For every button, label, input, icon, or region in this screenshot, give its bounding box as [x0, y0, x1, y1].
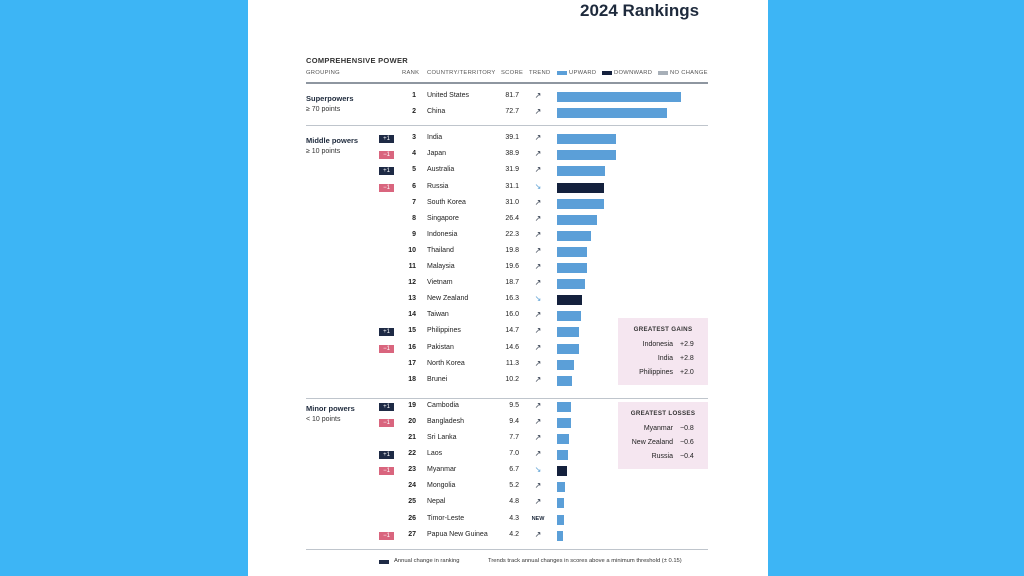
score-value: 9.4: [509, 417, 519, 425]
rank-change-badge: +1: [379, 403, 394, 411]
rank-value: 5: [412, 166, 416, 174]
score-bar: [557, 418, 571, 428]
losses-name: Russia: [651, 453, 673, 460]
score-bar: [557, 434, 569, 444]
score-value: 7.7: [509, 434, 519, 441]
footer-note: Trends track annual changes in scores above a minimum threshold (± 0.15): [488, 558, 682, 564]
score-bar: [557, 402, 571, 412]
score-bar: [557, 263, 587, 273]
rank-value: 24: [408, 482, 416, 490]
table-row: [248, 528, 768, 544]
table-row: [248, 276, 768, 292]
rank-change-badge: −1: [379, 345, 394, 353]
score-value: 4.3: [509, 514, 519, 522]
trend-up-icon: ↗: [534, 342, 542, 352]
score-bar: [557, 166, 605, 176]
rank-change-badge: +1: [379, 135, 394, 143]
country-name: Russia: [427, 182, 449, 190]
legend-downward: DOWNWARD: [614, 70, 653, 76]
trend-up-icon: ↗: [534, 278, 542, 288]
trend-up-icon: ↗: [534, 197, 542, 207]
losses-name: New Zealand: [631, 439, 673, 446]
rank-value: 9: [412, 230, 416, 238]
table-row: [248, 244, 768, 260]
score-value: 31.0: [505, 198, 519, 206]
score-value: 14.7: [505, 327, 519, 335]
rank-value: 14: [408, 311, 416, 319]
rank-value: 19: [408, 401, 416, 409]
score-bar: [557, 134, 616, 144]
trend-new-label: NEW: [531, 515, 545, 522]
footer-divider: [306, 549, 708, 550]
group-name: Middle powers: [306, 136, 359, 145]
score-value: 39.1: [505, 134, 519, 142]
losses-value: −0.8: [680, 425, 694, 432]
country-name: South Korea: [427, 198, 466, 206]
country-name: Japan: [427, 150, 447, 158]
score-bar: [557, 150, 616, 160]
gains-value: +2.9: [680, 341, 694, 348]
score-bar: [557, 108, 667, 118]
country-name: Malaysia: [427, 263, 455, 270]
trend-up-icon: ↗: [534, 149, 542, 159]
rank-value: 25: [408, 498, 416, 506]
legend-no-change: NO CHANGE: [670, 70, 708, 76]
table-row: [248, 292, 768, 308]
header-rank: RANK: [402, 70, 420, 76]
rank-value: 20: [408, 417, 416, 425]
score-value: 9.5: [509, 401, 519, 409]
losses-value: −0.6: [680, 439, 694, 446]
score-value: 31.1: [505, 182, 519, 190]
trend-down-icon: ↘: [534, 294, 542, 304]
legend-swatch-downward: [602, 71, 612, 75]
trend-down-icon: ↘: [534, 181, 542, 191]
gains-value: +2.8: [680, 355, 694, 362]
score-bar: [557, 531, 563, 541]
group-divider: [306, 125, 708, 126]
trend-up-icon: ↗: [534, 416, 542, 426]
country-name: Sri Lanka: [427, 434, 457, 441]
header-grouping: GROUPING: [306, 70, 340, 76]
legend-upward: UPWARD: [569, 70, 597, 76]
rank-change-badge: +1: [379, 167, 394, 175]
trend-up-icon: ↗: [534, 481, 542, 491]
rank-value: 4: [412, 150, 416, 158]
score-value: 16.3: [505, 295, 519, 303]
gains-name: Indonesia: [642, 341, 673, 348]
trend-up-icon: ↗: [534, 133, 542, 143]
score-bar: [557, 92, 681, 102]
rank-value: 6: [412, 182, 416, 190]
header-score: SCORE: [501, 70, 524, 76]
losses-title: GREATEST LOSSES: [630, 410, 696, 417]
score-bar: [557, 247, 587, 257]
score-value: 4.2: [509, 530, 519, 538]
rankings-card: [248, 0, 768, 576]
trend-up-icon: ↗: [534, 165, 542, 175]
score-bar: [557, 482, 565, 492]
score-value: 72.7: [505, 108, 519, 116]
score-value: 10.2: [505, 375, 519, 383]
score-value: 81.7: [505, 92, 519, 99]
country-name: New Zealand: [427, 295, 469, 303]
trend-up-icon: ↗: [534, 433, 542, 442]
trend-up-icon: ↗: [534, 358, 542, 368]
rank-value: 23: [408, 466, 416, 474]
rank-value: 26: [408, 514, 416, 522]
country-name: Pakistan: [427, 343, 454, 351]
gains-value: +2.0: [680, 369, 694, 376]
score-bar: [557, 279, 585, 289]
rank-value: 16: [408, 343, 416, 351]
rank-value: 3: [412, 134, 416, 142]
table-row: [248, 479, 768, 495]
score-bar: [557, 183, 604, 193]
score-bar: [557, 360, 574, 370]
score-bar: [557, 311, 581, 321]
group-threshold: ≥ 10 points: [306, 148, 341, 155]
rank-value: 7: [412, 198, 416, 206]
group-threshold: ≥ 70 points: [306, 106, 341, 113]
table-row: [248, 105, 768, 121]
country-name: United States: [427, 92, 470, 99]
score-bar: [557, 327, 579, 337]
country-name: Myanmar: [427, 466, 457, 474]
trend-up-icon: ↗: [534, 91, 542, 100]
table-row: [248, 163, 768, 179]
rank-value: 10: [408, 246, 416, 254]
rank-change-badge: −1: [379, 184, 394, 192]
rank-value: 2: [412, 108, 416, 116]
rank-value: 21: [408, 434, 416, 441]
trend-up-icon: ↗: [534, 374, 542, 384]
gains-name: Philippines: [639, 369, 673, 376]
country-name: Papua New Guinea: [427, 530, 488, 538]
score-value: 11.3: [505, 359, 519, 367]
score-bar: [557, 376, 572, 386]
header-country: COUNTRY/TERRITORY: [427, 70, 496, 76]
rank-change-badge: −1: [379, 151, 394, 159]
rank-change-badge: +1: [379, 451, 394, 459]
country-name: Cambodia: [427, 401, 459, 409]
country-name: India: [427, 134, 443, 142]
rank-value: 13: [408, 295, 416, 303]
table-row: [248, 196, 768, 212]
table-row: [248, 495, 768, 511]
rank-value: 15: [408, 327, 416, 335]
trend-up-icon: ↗: [534, 449, 542, 459]
trend-up-icon: ↗: [534, 310, 542, 320]
table-row: [248, 512, 768, 528]
rank-change-badge: −1: [379, 467, 394, 475]
section-title: COMPREHENSIVE POWER: [306, 56, 408, 65]
country-name: Indonesia: [427, 230, 458, 238]
country-name: Thailand: [427, 246, 454, 254]
country-name: Australia: [427, 166, 455, 174]
trend-up-icon: ↗: [534, 107, 542, 117]
country-name: North Korea: [427, 359, 465, 367]
table-row: [248, 89, 768, 105]
group-threshold: < 10 points: [306, 416, 341, 423]
score-bar: [557, 215, 597, 225]
rank-change-badge: −1: [379, 419, 394, 427]
rank-value: 11: [408, 263, 416, 270]
trend-up-icon: ↗: [534, 245, 542, 255]
score-value: 22.3: [505, 230, 519, 238]
table-row: [248, 260, 768, 276]
trend-up-icon: ↗: [534, 229, 542, 239]
footer-legend: Annual change in ranking: [394, 558, 460, 564]
losses-name: Myanmar: [643, 425, 673, 432]
header-trend: TREND: [529, 70, 551, 76]
group-name: Superpowers: [306, 94, 354, 103]
trend-up-icon: ↗: [534, 497, 542, 507]
country-name: Bangladesh: [427, 417, 464, 425]
page-title: 2024 Rankings: [580, 1, 700, 20]
score-bar: [557, 231, 591, 241]
country-name: Brunei: [427, 375, 448, 383]
score-value: 19.6: [505, 263, 519, 270]
score-value: 31.9: [505, 166, 519, 174]
score-bar: [557, 450, 568, 460]
score-bar: [557, 515, 564, 525]
header-divider: [306, 82, 708, 84]
table-row: [248, 228, 768, 244]
score-bar: [557, 466, 567, 476]
table-row: [248, 212, 768, 228]
score-value: 19.8: [505, 246, 519, 254]
trend-down-icon: ↘: [534, 465, 542, 475]
trend-up-icon: ↗: [534, 326, 542, 336]
rank-value: 8: [412, 214, 416, 222]
score-value: 16.0: [505, 311, 519, 319]
score-value: 6.7: [509, 466, 519, 474]
greatest-losses-box: [618, 402, 708, 469]
gains-name: India: [657, 355, 673, 362]
country-name: Taiwan: [427, 311, 449, 319]
trend-up-icon: ↗: [534, 400, 542, 410]
score-bar: [557, 498, 564, 508]
legend-swatch-no-change: [658, 71, 668, 75]
country-name: Singapore: [427, 214, 459, 222]
table-row: [248, 180, 768, 196]
trend-up-icon: ↗: [534, 213, 542, 223]
rank-change-badge: +1: [379, 328, 394, 336]
greatest-gains-box: [618, 318, 708, 385]
table-row: [248, 131, 768, 147]
table-row: [248, 147, 768, 163]
score-value: 4.8: [509, 498, 519, 506]
score-value: 26.4: [505, 214, 519, 222]
country-name: Laos: [427, 450, 443, 458]
score-value: 14.6: [505, 343, 519, 351]
country-name: China: [427, 108, 446, 116]
rank-value: 12: [408, 279, 416, 287]
country-name: Nepal: [427, 498, 446, 506]
legend-swatch-upward: [557, 71, 567, 75]
group-name: Minor powers: [306, 404, 355, 413]
country-name: Vietnam: [427, 279, 453, 287]
score-value: 7.0: [509, 450, 519, 458]
country-name: Philippines: [427, 327, 461, 335]
country-name: Timor-Leste: [427, 514, 465, 522]
rank-value: 17: [408, 359, 416, 367]
rank-change-legend-swatch: [379, 560, 389, 564]
score-value: 18.7: [505, 279, 519, 287]
rank-change-badge: −1: [379, 532, 394, 540]
score-value: 5.2: [509, 482, 519, 490]
score-bar: [557, 295, 582, 305]
rank-value: 18: [408, 375, 416, 383]
trend-up-icon: ↗: [534, 529, 542, 539]
rank-value: 27: [408, 530, 416, 538]
score-bar: [557, 199, 604, 209]
rank-value: 22: [408, 450, 416, 458]
score-bar: [557, 344, 579, 354]
losses-value: −0.4: [680, 453, 694, 460]
trend-up-icon: ↗: [534, 262, 542, 271]
gains-title: GREATEST GAINS: [633, 326, 693, 333]
rank-value: 1: [412, 92, 416, 99]
score-value: 38.9: [505, 150, 519, 158]
country-name: Mongolia: [427, 482, 456, 490]
